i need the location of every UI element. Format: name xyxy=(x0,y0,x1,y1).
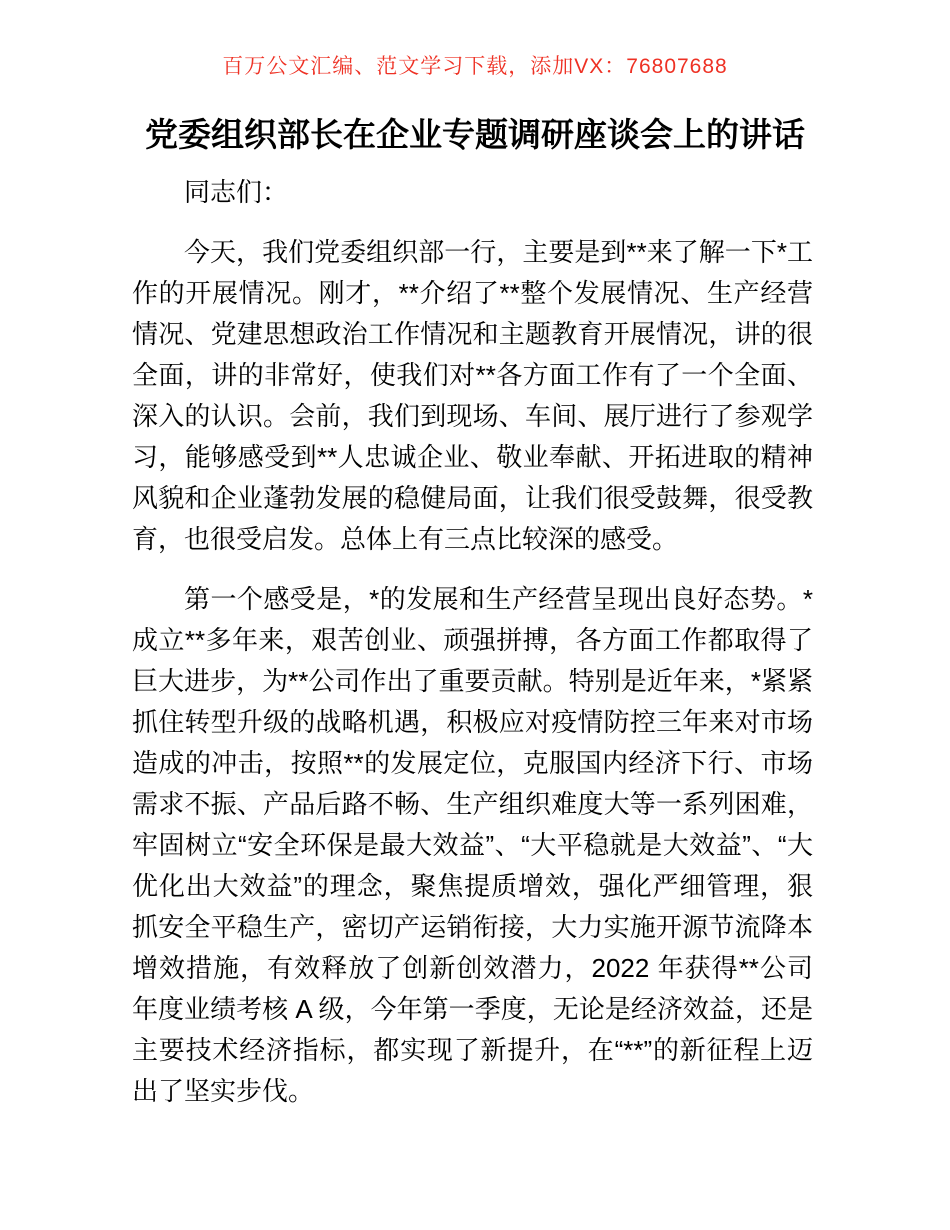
body-paragraph-2: 第一个感受是，*的发展和生产经营呈现出良好态势。*成立**多年来，艰苦创业、顽强拼搏，各方面工作都取得了巨大进步，为**公司作出了重要贡献。特别是近年来，*紧紧抓住转型升级的战略机遇，积极应对疫情防控三年来对市场造成的冲击，按照**的发展定位，克服国内经济下行、市场需求不振、产品后路不畅、生产组织难度大等一系列困难，牢固树立“安全环保是最大效益”、“大平稳就是大效益”、“大优化出大效益”的理念，聚焦提质增效，强化严细管理，狠抓安全平稳生产，密切产运销衔接，大力实施开源节流降本增效措施，有效释放了创新创效潜力，2022 年获得**公司年度业绩考核 A 级，今年第一季度，无论是经济效益，还是主要技术经济指标，都实现了新提升，在“**”的新征程上迈出了坚实步伐。 xyxy=(132,584,813,1106)
document-body xyxy=(132,172,813,1112)
salutation-paragraph: 同志们： xyxy=(184,177,289,207)
document-title: 党委组织部长在企业专题调研座谈会上的讲话 xyxy=(145,116,805,153)
promo-banner: 百万公文汇编、范文学习下载，添加VX：76807688 xyxy=(222,55,728,78)
body-paragraph-1: 今天，我们党委组织部一行，主要是到**来了解一下*工作的开展情况。刚才，**介绍了**整个发展情况、生产经营情况、党建思想政治工作情况和主题教育开展情况，讲的很全面，讲的非常好，使我们对**各方面工作有了一个全面、深入的认识。会前，我们到现场、车间、展厅进行了参观学习，能够感受到**人忠诚企业、敬业奉献、开拓进取的精神风貌和企业蓬勃发展的稳健局面，让我们很受鼓舞，很受教育，也很受启发。总体上有三点比较深的感受。 xyxy=(132,237,813,554)
